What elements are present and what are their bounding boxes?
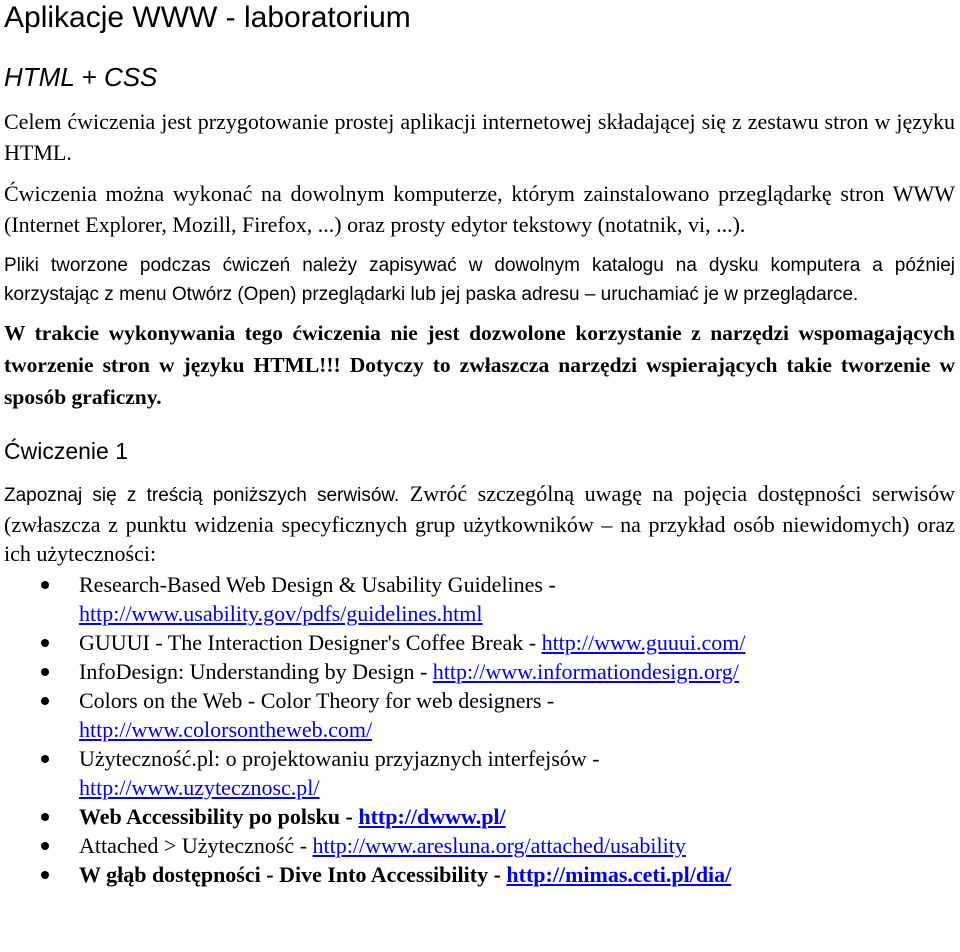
list-item-text: GUUUI - The Interaction Designer's Coffee Break - [79, 630, 542, 655]
list-item-link[interactable]: http://www.guuui.com/ [541, 630, 746, 655]
list-item-text: Colors on the Web - Color Theory for web designers - [79, 688, 555, 713]
intro-paragraph-1: Celem ćwiczenia jest przygotowanie prostej aplikacji internetowej składającej się z zestawu stron w języku HTML. [4, 109, 955, 165]
list-item [4, 628, 955, 657]
page-subtitle: HTML + CSS [4, 62, 158, 92]
exercise-1-lead [4, 479, 955, 568]
page-title: Aplikacje WWW - laboratorium [4, 1, 411, 34]
bullet-icon [41, 697, 49, 705]
list-item-link[interactable]: http://www.informationdesign.org/ [432, 659, 739, 684]
list-item-link[interactable]: http://mimas.ceti.pl/dia/ [506, 862, 732, 887]
list-item-text: Web Accessibility po polsku - [79, 804, 359, 829]
list-item-link[interactable]: http://dwww.pl/ [358, 804, 506, 829]
list-item [4, 570, 955, 628]
list-item [4, 657, 955, 686]
list-item-text: W głąb dostępności - Dive Into Accessibility - [79, 862, 507, 887]
bullet-icon [41, 668, 49, 676]
bullet-icon [41, 842, 49, 850]
exercise-1-heading: Ćwiczenie 1 [4, 438, 128, 464]
bullet-icon [41, 581, 49, 589]
intro-paragraph-2: Ćwiczenia można wykonać na dowolnym komputerze, którym zainstalowano przeglądarkę stron WWW (Internet Explorer, Mozill, Firefox, ...) oraz prosty edytor tekstowy (notatnik, vi, ...). [4, 181, 955, 237]
list-item-text: Attached > Użyteczność - [79, 833, 313, 858]
list-item [4, 860, 955, 889]
resource-list [4, 570, 955, 889]
intro-paragraph-3: Pliki tworzone podczas ćwiczeń należy zapisywać w dowolnym katalogu na dysku komputera a później korzystając z menu Otwórz (Open) przeglądarki lub jej paska adresu – uruchamiać je w przeglądarce. [4, 255, 955, 305]
list-item-link[interactable]: http://www.colorsontheweb.com/ [79, 717, 373, 742]
exercise-1-lead-sans: Zapoznaj się z treścią poniższych serwisów. [4, 485, 400, 506]
list-item [4, 744, 955, 802]
list-item-text: InfoDesign: Understanding by Design - [79, 659, 433, 684]
bullet-icon [41, 813, 49, 821]
list-item-link[interactable]: http://www.aresluna.org/attached/usability [312, 833, 686, 858]
list-item [4, 802, 955, 831]
document-page [4, 0, 955, 889]
list-item-link[interactable]: http://www.uzytecznosc.pl/ [79, 775, 320, 800]
list-item-link[interactable]: http://www.usability.gov/pdfs/guidelines.html [79, 601, 483, 626]
list-item-text: Research-Based Web Design & Usability Guidelines - [79, 572, 556, 597]
list-item [4, 686, 955, 744]
exercise-1-lead-serif: Zwróć szczególną uwagę na pojęcia dostępności serwisów (zwłaszcza z punktu widzenia specyficznych grup użytkowników – na przykład osób niewidomych) oraz ich użyteczności: [4, 481, 955, 566]
bullet-icon [41, 639, 49, 647]
list-item-text: Użyteczność.pl: o projektowaniu przyjaznych interfejsów - [79, 746, 600, 771]
list-item [4, 831, 955, 860]
bullet-icon [41, 755, 49, 763]
warning-paragraph: W trakcie wykonywania tego ćwiczenia nie jest dozwolone korzystanie z narzędzi wspomagających tworzenie stron w języku HTML!!! Dotyczy to zwłaszcza narzędzi wspierających takie tworzenie w sposób graficzny. [4, 321, 955, 409]
bullet-icon [41, 871, 49, 879]
